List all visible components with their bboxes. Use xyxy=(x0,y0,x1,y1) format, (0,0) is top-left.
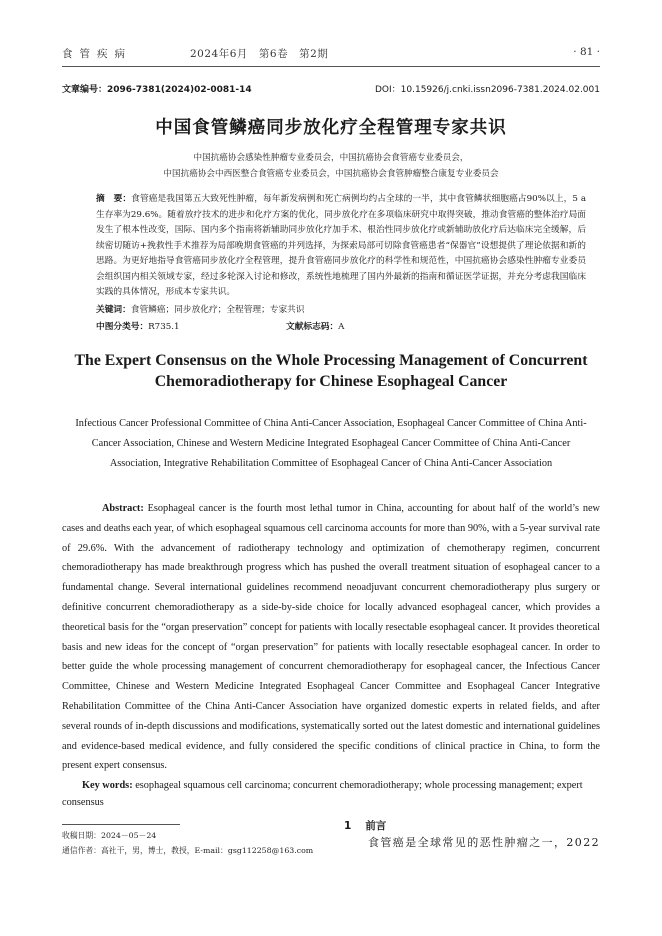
english-abstract xyxy=(62,499,600,776)
running-head xyxy=(62,46,600,62)
article-meta xyxy=(62,82,600,96)
keywords-text-cn: 食管鳞癌；同步放化疗；全程管理；专家共识 xyxy=(130,305,305,315)
chinese-keywords xyxy=(96,303,586,315)
clc-code: R735.1 xyxy=(148,322,180,332)
article-number: 文章编号：2096-7381(2024)02-0081-14 xyxy=(62,85,252,95)
abstract-text-en: Esophageal cancer is the fourth most lethal tumor in China, accounting for about half of the world’s new cases and deaths each year, of which esophageal squamous cell carcinoma accounts for more than 90%, with a 5-year survival rate of 29.6%. With the advancement of radiotherapy technology and optimization of chemotherapy regimen, concurrent chemoradiotherapy has made breakthrough progress which has pushed the overall treatment situation of esophageal cancer to a fundamental change. Several international guidelines recommend neoadjuvant concurrent chemoradiotherapy plus surgery or definitive concurrent chemoradiotherapy as a side-by-side choice for locally advanced esophageal cancer, which provides a theoretical basis for the “organ preservation” concept for patients with locally resectable esophageal cancer. It provides theoretical basis and new ideas for the concept of “organ preservation” for patients with locally resectable esophageal cancer. In order to better guide the whole processing management of concurrent chemoradiotherapy for esophageal cancer, the Infectious Cancer Committee, Chinese and Western Medicine Integrated Esophageal Cancer Committee and Esophageal Cancer Integrative Rehabilitation Committee of the China Anti-Cancer Association have organized domestic experts in related fields, and after several rounds of in-depth discussions and modifications, systematically sorted out the latest domestic and international guidelines and evidence-based medical evidence, and fully considered the specific conditions of clinical practice in China, to form the present expert consensus. xyxy=(62,503,600,772)
chinese-title: 中国食管鳞癌同步放化疗全程管理专家共识 xyxy=(155,118,507,138)
keywords-text-en: esophageal squamous cell carcinoma; concurrent chemoradiotherapy; whole processing management; expert consensus xyxy=(62,780,583,808)
corresponding-author: 通信作者：高社干，男，博士，教授，E-mail：gsg112258@163.com xyxy=(62,846,314,855)
page-number: · 81 · xyxy=(573,46,600,58)
footnote-rule xyxy=(62,824,180,825)
keywords-label-cn: 关键词： xyxy=(96,305,131,315)
body-first-line: 食管癌是全球常见的恶性肿瘤之一，2022 xyxy=(368,836,600,849)
received-date: 收稿日期：2024－05－24 xyxy=(62,831,157,840)
english-title-line-2: Chemoradiotherapy for Chinese Esophageal Cancer xyxy=(154,373,508,390)
doi[interactable]: DOI：10.15926/j.cnki.issn2096-7381.2024.02.001 xyxy=(375,85,600,95)
chinese-authors-line-2: 中国抗癌协会中西医整合食管癌专业委员会，中国抗癌协会食管肿瘤整合康复专业委员会 xyxy=(163,169,499,179)
abstract-label-cn: 摘 要： xyxy=(96,194,132,204)
english-title xyxy=(40,350,622,392)
doc-code-label: 文献标志码： xyxy=(286,322,339,332)
doc-code: A xyxy=(338,322,345,332)
chinese-authors-line-1: 中国抗癌协会感染性肿瘤专业委员会，中国抗癌协会食管癌专业委员会， xyxy=(193,153,469,163)
header-rule xyxy=(62,66,600,67)
section-number: 1 xyxy=(344,820,352,832)
section-title: 前言 xyxy=(365,820,387,832)
english-authors: Infectious Cancer Professional Committee of China Anti-Cancer Association, Esophageal Cancer Committee of China Anti-Cancer Association, Chinese and Western Medicine Integrated Esophageal Cancer Committee of China Anti-Cancer Association, Integrative Rehabilitation Committee of Esophageal Cancer of China Anti-Cancer Association xyxy=(75,418,587,469)
abstract-label-en: Abstract: xyxy=(102,503,144,514)
chinese-abstract xyxy=(96,192,586,301)
section-heading xyxy=(344,818,386,833)
issue-info: 2024年6月 第6卷 第2期 xyxy=(190,48,329,60)
abstract-text-cn: 食管癌是我国第五大致死性肿瘤，每年新发病例和死亡病例均约占全球的一半，其中食管鳞状细胞癌占90%以上，5 a生存率为29.6%。随着放疗技术的进步和化疗方案的优化，同步放化疗在多项临床研究中取得突破，推动食管癌的整体治疗局面发生了根本性改变，国际、国内多个指南将新辅助同步放化疗加手术、根治性同步放化疗或新辅助放化疗后达临床完全缓解，后续密切随访+挽救性手术推荐为局部晚期食管癌的并列选择，为探索局部可切除食管癌患者“保器官”设想提供了理论依据和新的思路。为更好地指导食管癌同步放化疗全程管理，提升食管癌同步放化疗的科学性和规范性，中国抗癌协会感染性肿瘤专业委员会组织国内相关领域专家，经过多轮深入讨论和修改，系统性地梳理了国内外最新的指南和循证医学证据，并充分考虑我国临床实践的具体情况，形成本专家共识。 xyxy=(96,194,586,297)
clc-label: 中图分类号： xyxy=(96,322,149,332)
english-keywords xyxy=(62,777,600,811)
journal-name: 食管疾病 xyxy=(62,48,132,60)
keywords-label-en: Key words: xyxy=(82,780,133,791)
english-title-line-1: The Expert Consensus on the Whole Processing Management of Concurrent xyxy=(74,352,588,369)
